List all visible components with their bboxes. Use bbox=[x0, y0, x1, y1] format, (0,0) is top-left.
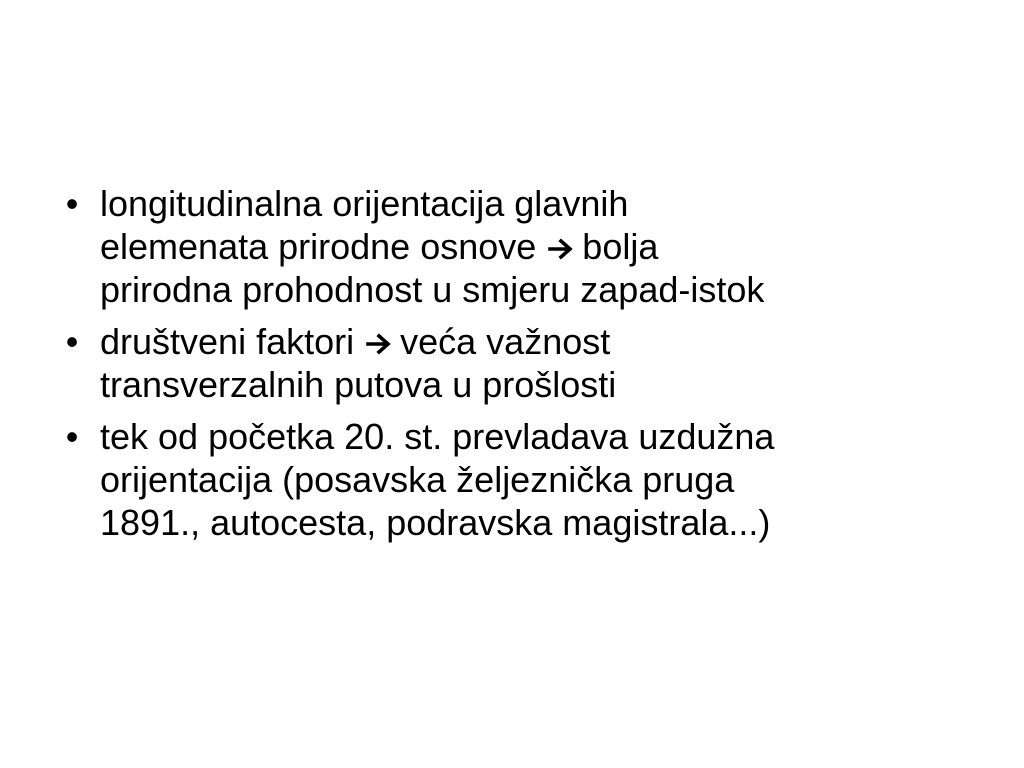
bullet-2-line-1 bbox=[100, 320, 980, 363]
bullet-text: transverzalnih putova u prošlosti bbox=[100, 364, 617, 405]
bullet-item-1 bbox=[60, 182, 980, 311]
bullet-text: orijentacija (posavska željeznička pruga bbox=[100, 459, 735, 500]
bullet-text: longitudinalna orijentacija glavnih bbox=[100, 183, 629, 224]
right-arrow-icon bbox=[548, 237, 576, 261]
bullet-1-line-2 bbox=[100, 225, 980, 268]
bullet-item-3 bbox=[60, 415, 980, 544]
bullet-text: društveni faktori bbox=[100, 321, 365, 362]
bullet-text: veća važnost bbox=[400, 321, 611, 362]
bullet-1-line-3 bbox=[100, 268, 980, 311]
bullet-3-line-2 bbox=[100, 458, 980, 501]
bullet-3-line-1 bbox=[100, 415, 980, 458]
bullet-dot: • bbox=[65, 416, 79, 457]
bullet-text: prirodna prohodnost u smjeru zapad-istok bbox=[100, 269, 765, 310]
bullet-text: bolja bbox=[582, 226, 659, 267]
bullet-item-2 bbox=[60, 320, 980, 406]
bullet-2-line-2 bbox=[100, 363, 980, 406]
bullet-dot: • bbox=[65, 321, 79, 362]
bullet-text: elemenata prirodne osnove bbox=[100, 226, 547, 267]
bullet-list bbox=[60, 182, 980, 553]
bullet-1-line-1 bbox=[100, 182, 980, 225]
bullet-3-line-3 bbox=[100, 501, 980, 544]
bullet-text: tek od početka 20. st. prevladava uzdužna bbox=[100, 416, 775, 457]
right-arrow-icon bbox=[366, 332, 394, 356]
bullet-text: 1891., autocesta, podravska magistrala...) bbox=[100, 502, 771, 543]
bullet-dot: • bbox=[65, 183, 79, 224]
